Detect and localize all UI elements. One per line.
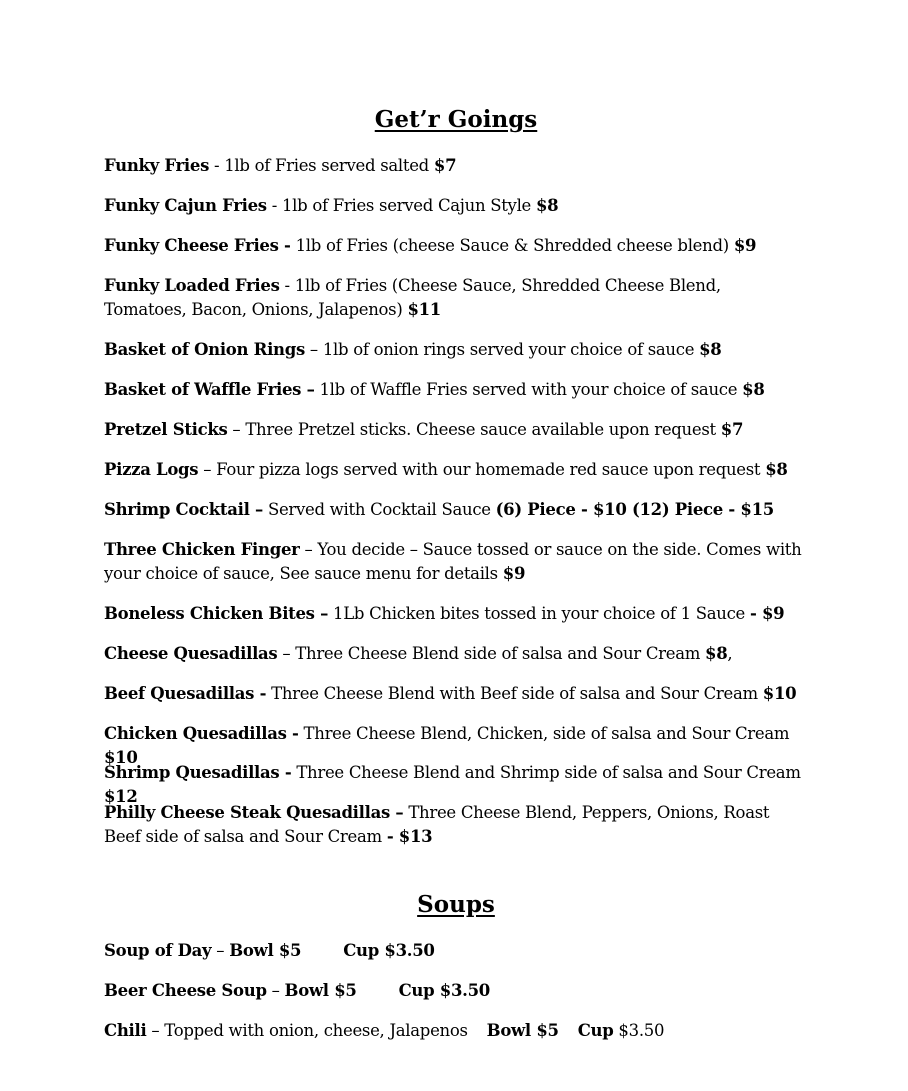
menu-item [104,234,808,258]
item-name: Soup of Day [104,941,212,960]
item-sep: – [304,340,323,359]
item-sep: - [209,156,225,175]
menu-item-chili [104,1019,808,1043]
menu-item-soup-of-day [104,939,808,963]
section-title-soups: Soups [417,891,495,918]
item-price: $7 [433,156,457,175]
menu-item [104,378,808,402]
item-price-cup-value: $3.50 [613,1021,665,1040]
item-name: Funky Cheese Fries - [104,236,291,255]
item-price: $8 [742,380,765,399]
item-desc: Served with Cocktail Sauce [267,500,496,519]
item-price: $8 [535,196,559,215]
item-name: Boneless Chicken Bites – [104,604,329,623]
item-price: (6) Piece - $10 (12) Piece - $15 [495,500,774,519]
item-desc: Three Cheese Blend, Chicken, side of salsa and Sour Cream [303,724,790,743]
item-name: Three Chicken Finger [104,540,300,559]
item-desc: Three Cheese Blend with Beef side of salsa and Sour Cream [271,684,763,703]
menu-item-beer-cheese-soup [104,979,808,1003]
item-sep: – [146,1021,165,1040]
item-price: $8 [705,644,728,663]
item-name: Basket of Waffle Fries – [104,380,315,399]
menu-item [104,274,808,322]
item-price: $9 [502,564,526,583]
item-price: $7 [720,420,744,439]
item-price-cup: Cup $3.50 [398,981,490,1000]
item-price-bowl: Bowl $5 [486,1021,559,1040]
item-name: Philly Cheese Steak Quesadillas – [104,803,404,822]
menu-item [104,801,808,849]
menu-item [104,194,808,218]
item-desc: 1lb of Waffle Fries served with your choice of sauce [319,380,743,399]
menu-item [104,602,808,626]
item-price: $9 [733,236,757,255]
item-price: - $13 [386,827,433,846]
item-desc: Three Cheese Blend, Peppers, Onions, Roast Beef side of salsa and Sour Cream [104,803,770,846]
item-price: $8 [699,340,722,359]
item-name: Cheese Quesadillas [104,644,278,663]
item-desc: Four pizza logs served with our homemade red sauce upon request [216,460,766,479]
item-name: Pizza Logs [104,460,199,479]
item-sep: – [227,420,246,439]
menu-item [104,458,808,482]
item-desc: 1lb of Fries (cheese Sauce & Shredded cheese blend) [295,236,734,255]
item-desc: Three Cheese Blend and Shrimp side of salsa and Sour Cream [296,763,801,782]
item-sep: – [299,540,318,559]
item-sep: - [279,276,295,295]
item-name: Chili [104,1021,147,1040]
item-price-bowl: Bowl $5 [229,941,302,960]
item-price-cup: Cup $3.50 [343,941,435,960]
menu-item [104,498,808,522]
item-desc: 1lb of onion rings served your choice of sauce [322,340,700,359]
item-desc: 1lb of Fries (Cheese Sauce, Shredded Cheese Blend, Tomatoes, Bacon, Onions, Jalapenos) [104,276,721,319]
item-desc: Three Cheese Blend side of salsa and Sour Cream [295,644,706,663]
item-sep: – [277,644,296,663]
item-name: Basket of Onion Rings [104,340,305,359]
item-desc: 1lb of Fries served Cajun Style [281,196,536,215]
item-price: $8 [765,460,788,479]
item-price-bowl: Bowl $5 [284,981,357,1000]
item-desc: Topped with onion, cheese, Jalapenos [164,1021,468,1040]
menu-item [104,418,808,442]
item-name: Chicken Quesadillas - [104,724,299,743]
menu-item [104,682,808,706]
item-price-cup-label: Cup [577,1021,614,1040]
item-sep: – [266,981,285,1000]
menu-item [104,154,808,178]
item-name: Funky Cajun Fries [104,196,267,215]
item-sep: – [198,460,217,479]
menu-item [104,338,808,362]
menu-item [104,538,808,586]
item-price: $10 [104,748,138,767]
item-price: $11 [407,300,441,319]
item-suffix: , [727,644,733,663]
item-name: Funky Fries [104,156,210,175]
item-price: - $9 [749,604,785,623]
item-desc: Three Pretzel sticks. Cheese sauce available upon request [245,420,721,439]
item-desc: You decide – Sauce tossed or sauce on the side. Comes with your choice of sauce, See sauce menu for details [104,540,802,583]
item-name: Beer Cheese Soup [104,981,267,1000]
item-name: Funky Loaded Fries [104,276,280,295]
item-desc: 1lb of Fries served salted [224,156,434,175]
item-sep: - [266,196,282,215]
item-name: Pretzel Sticks [104,420,228,439]
menu-item [104,642,808,666]
item-name: Shrimp Quesadillas - [104,763,292,782]
section-title-getr-goings: Get’r Goings [374,106,538,133]
item-price: $10 [762,684,797,703]
item-name: Shrimp Cocktail – [104,500,263,519]
item-desc: 1Lb Chicken bites tossed in your choice of 1 Sauce [333,604,750,623]
item-price: $12 [104,787,138,806]
item-name: Beef Quesadillas - [104,684,267,703]
item-sep: – [211,941,230,960]
